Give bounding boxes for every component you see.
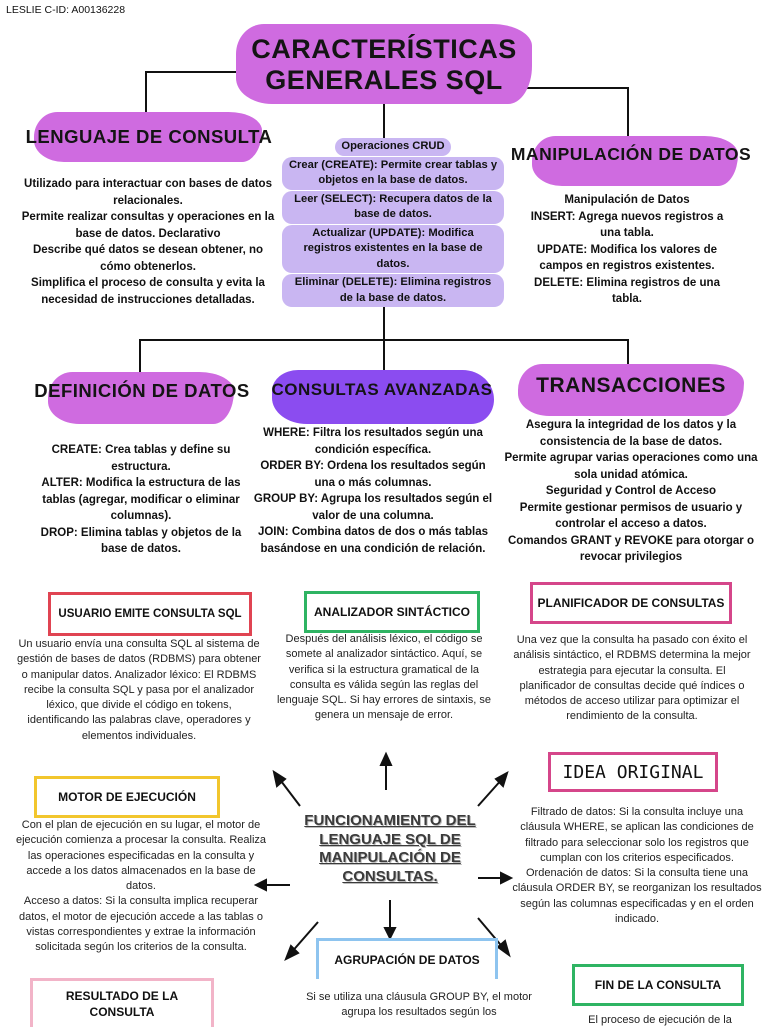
definicion-line: ALTER: Modifica la estructura de las tablas (agregar, modificar o eliminar columnas). <box>41 477 241 522</box>
avanzadas-line: JOIN: Combina datos de dos o más tablas basándose en una condición de relación. <box>257 526 489 555</box>
manipulacion-description <box>522 192 732 308</box>
crud-delete: Eliminar (DELETE): Elimina registros de la base de datos. <box>282 274 504 307</box>
resultado-text: RESULTADO DE LA CONSULTA <box>65 989 179 1019</box>
crud-create: Crear (CREATE): Permite crear tablas y objetos en la base de datos. <box>282 157 504 190</box>
avanzadas-heading: CONSULTAS AVANZADAS <box>271 380 493 399</box>
filtrado-paragraph: Filtrado de datos: Si la consulta incluye una cláusula WHERE, se aplican las condiciones de filtrado para seleccionar solo los registros que cumplan con los criterios especificados. <box>520 806 754 864</box>
definicion-line: DROP: Elimina tablas y objetos de la base de datos. <box>40 526 242 555</box>
motor-label: MOTOR DE EJECUCIÓN <box>34 776 220 818</box>
avanzadas-line: ORDER BY: Ordena los resultados según una o más columnas. <box>260 460 486 489</box>
manipulacion-heading: MANIPULACIÓN DE DATOS <box>510 144 752 164</box>
crud-update: Actualizar (UPDATE): Modifica registros existentes en la base de datos. <box>282 225 504 274</box>
fin-text: El proceso de ejecución de la <box>588 1014 732 1026</box>
manipulacion-line: INSERT: Agrega nuevos registros a una tabla. <box>530 210 724 239</box>
transacciones-line: Asegura la integridad de los datos y la consistencia de la base de datos. <box>525 419 737 448</box>
ordenacion-paragraph: Ordenación de datos: Si la consulta tiene una cláusula ORDER BY, se reorganizan los resultados según las columnas especificadas y en el orden indicado. <box>512 867 762 926</box>
lenguaje-line: Simplifica el proceso de consulta y evita la necesidad de instrucciones detalladas. <box>31 277 265 306</box>
arrow-up <box>381 754 391 765</box>
transacciones-line: Seguridad y Control de Acceso <box>545 485 717 497</box>
avanzadas-description <box>250 425 496 557</box>
author-id: LESLIE C-ID: A00136228 <box>6 4 126 16</box>
manipulacion-line: UPDATE: Modifica los valores de campos en registros existentes. <box>537 243 717 272</box>
agrupacion-text: Si se utiliza una cláusula GROUP BY, el motor agrupa los resultados según los <box>306 991 532 1019</box>
transacciones-line: Permite gestionar permisos de usuario y controlar el acceso a datos. <box>519 501 743 530</box>
manipulacion-line: DELETE: Elimina registros de una tabla. <box>534 276 720 305</box>
resultado-label <box>30 978 214 1027</box>
definicion-line: CREATE: Crea tablas y define su estructura. <box>51 444 231 473</box>
filtrado-text <box>512 805 762 927</box>
transacciones-heading: TRANSACCIONES <box>536 374 726 397</box>
crud-read: Leer (SELECT): Recupera datos de la base de datos. <box>282 191 504 224</box>
lenguaje-description <box>20 176 276 308</box>
usuario-text: Un usuario envía una consulta SQL al sistema de gestión de bases de datos (RDBMS) para obtener o manipular datos. Analizador léxico: El RDBMS recibe la consulta SQL y pasa por el analizador léxico, que divide el código en tokens, identificando las palabras clave, operadores y elementos individuales. <box>17 638 261 742</box>
transacciones-description <box>500 417 762 566</box>
title-line-2: GENERALES SQL <box>265 65 503 95</box>
definicion-description <box>30 442 252 558</box>
usuario-label: USUARIO EMITE CONSULTA SQL <box>48 592 252 636</box>
motor-paragraph: Con el plan de ejecución en su lugar, el motor de ejecución comienza a procesar la consulta. Realiza las operaciones especificadas en la consulta y accede a los datos almacenados en la base de datos. <box>15 819 267 893</box>
arrow-right <box>501 873 511 883</box>
idea-original-label: IDEA ORIGINAL <box>548 752 718 792</box>
acceso-paragraph: Acceso a datos: Si la consulta implica recuperar datos, el motor de ejecución accede a las tablas o vistas correspondientes y extrae la información solicitada según los criterios de la consulta. <box>19 895 263 954</box>
lenguaje-line: Describe qué datos se desean obtener, no cómo obtenerlos. <box>32 244 264 273</box>
manipulacion-line: Manipulación de Datos <box>564 194 690 206</box>
fin-label: FIN DE LA CONSULTA <box>572 964 744 1006</box>
transacciones-line: Comandos GRANT y REVOKE para otorgar o revocar privilegios <box>507 534 754 563</box>
transacciones-line: Permite agrupar varias operaciones como una sola unidad atómica. <box>504 452 758 481</box>
crud-box <box>282 138 504 307</box>
center-title: FUNCIONAMIENTO DEL LENGUAJE SQL DE MANIPULACIÓN DE CONSULTAS. <box>304 812 476 885</box>
lenguaje-line: Permite realizar consultas y operaciones en la base de datos. Declarativo <box>21 211 275 240</box>
avanzadas-line: GROUP BY: Agrupa los resultados según el valor de una columna. <box>253 493 493 522</box>
lenguaje-line: Utilizado para interactuar con bases de datos relacionales. <box>24 178 272 207</box>
crud-title: Operaciones CRUD <box>335 138 450 156</box>
page-title <box>236 34 532 96</box>
analizador-text: Después del análisis léxico, el código se somete al analizador sintáctico. Aquí, se verifica si la estructura gramatical de la consulta es válida según las reglas del lenguaje SQL. Si hay errores de sintaxis, se genera un mensaje de error. <box>276 633 491 722</box>
lenguaje-heading: LENGUAJE DE CONSULTA <box>25 126 273 147</box>
arrow-down <box>385 928 395 938</box>
planificador-label: PLANIFICADOR DE CONSULTAS <box>530 582 732 624</box>
avanzadas-line: WHERE: Filtra los resultados según una condición específica. <box>263 427 483 456</box>
planificador-text: Una vez que la consulta ha pasado con éxito el análisis sintáctico, el RDBMS determina la mejor estrategia para ejecutar la consulta. El planificador de consultas decide qué índices o métodos de acceso utilizar para optimizar el rendimiento de la consulta. <box>513 634 751 723</box>
motor-text <box>10 818 272 956</box>
analizador-label: ANALIZADOR SINTÁCTICO <box>304 591 480 633</box>
agrupacion-label: AGRUPACIÓN DE DATOS <box>316 938 498 979</box>
title-line-1: CARACTERÍSTICAS <box>251 34 517 64</box>
definicion-heading: DEFINICIÓN DE DATOS <box>34 380 250 401</box>
